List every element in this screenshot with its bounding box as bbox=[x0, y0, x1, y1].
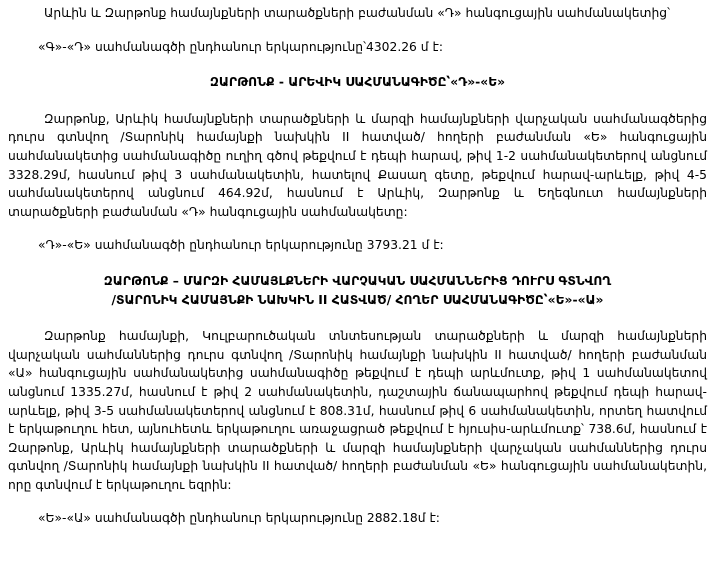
spacer bbox=[8, 56, 707, 73]
section-heading-zartonq-marz-line2: /ՏԱՐՈՆԻԿ ՀԱՄԱՅՆՔԻ ՆԱԽԿԻՆ II ՀԱՏՎԱԾ/ ՀՈՂԵՐ ՍԱՀՄԱՆԱԳԻԾԸ՝«Ե»-«Ա» bbox=[111, 292, 604, 307]
spacer bbox=[8, 255, 707, 272]
spacer bbox=[8, 494, 707, 509]
paragraph-zartonq-marz-description: Զարթոնք համայնքի, Կուլբարուծական տնտեսության տարածքների և մարզի համայնքների վարչական սահմաններից դուրս գտնվող /Տարոնիկ համայնքի նախկին II հատված/ հողերի բաժանման «Ա» հանգուցային սահմանակետից սահմանագիծը թեքվում է դեպի արևմուտք, թիվ 1 սահմանակետով անցնում 1335.27մ, հասնում է թիվ 2 սահմանակետին, դաշտային ճանապարհով թեքվում դեպի հարավ-արևելք, թիվ 3-5 սահմանակետերով անցնում է 808.31մ, հասնում թիվ 6 սահմանակետին, որտեղ հատվում է երկաթուղու հետ, այնուհետև երկաթուղու առաջացրած թեքվում է հյուսիս-արևմուտք՝ 738.6մ, հասնում է Զարթոնք, Արևիկ համայնքների տարածքների և մարզի համայնքների վարչական սահմաններից դուրս գտնվող /Տարոնիկ համայնքի նախկին II հատված/ հողերի բաժանման «Ե» հանգուցային սահմանակետին, որը գտնվում է երկաթուղու եզրին: bbox=[8, 329, 707, 492]
section-heading-zartonq-arevik: ԶԱՐԹՈՆՔ - ԱՐԵՎԻԿ ՍԱՀՄԱՆԱԳԻԾԸ՝«Դ»-«Ե» bbox=[209, 75, 506, 90]
spacer bbox=[8, 92, 707, 110]
spacer bbox=[8, 23, 707, 38]
section-heading-zartonq-marz-line1: ԶԱՐԹՈՆՔ – ՄԱՐԶԻ ՀԱՄԱՅԼՔՆԵՐԻ ՎԱՐՉԱԿԱՆ ՍԱՀՄԱՆՆԵՐԻՑ ԴՈՒՐՍ ԳՏՆՎՈՂ bbox=[103, 273, 612, 288]
paragraph-length-gd: «Գ»-«Դ» սահմանագծի ընդհանուր երկարությունը՝4302.26 մ է: bbox=[38, 39, 443, 54]
paragraph-length-de: «Դ»-«Ե» սահմանագծի ընդհանուր երկարությունը 3793.21 մ է: bbox=[38, 238, 444, 253]
paragraph-zartonq-arevik-description: Զարթոնք, Արևիկ համայնքների տարածքների և մարզի համայնքների վարչական սահմանագծերից դուրս գտնվող /Տարոնիկ համայնքի նախկին II հատված/ հողերի բաժանման «Ե» հանգուցային սահմանակետից սահմանագիծը ուղիղ գծով թեքվում է դեպի հարավ, թիվ 1-2 սահմանակետերով անցնում 3328.29մ, հասնում թիվ 3 սահմանակետին, հատելով Քասաղ գետը, թեքվում հարավ-արևելք, թիվ 4-5 սահմանակետերով անցնում 464.92մ, հասնում է Արևիկ, Զարթոնք և Եղեգնուտ համայնքների տարածքների բաժանման «Դ» հանգուցային սահմանակետը: bbox=[8, 111, 707, 219]
spacer bbox=[8, 309, 707, 327]
spacer bbox=[8, 221, 707, 236]
paragraph-length-ea: «Ե»-«Ա» սահմանագծի ընդհանուր երկարությունը 2882.18մ է: bbox=[38, 511, 440, 526]
paragraph-intro: Արևին և Զարթոնք համայնքների տարածքների բաժանման «Դ» հանգուցային սահմանակետից՝ bbox=[44, 6, 671, 20]
